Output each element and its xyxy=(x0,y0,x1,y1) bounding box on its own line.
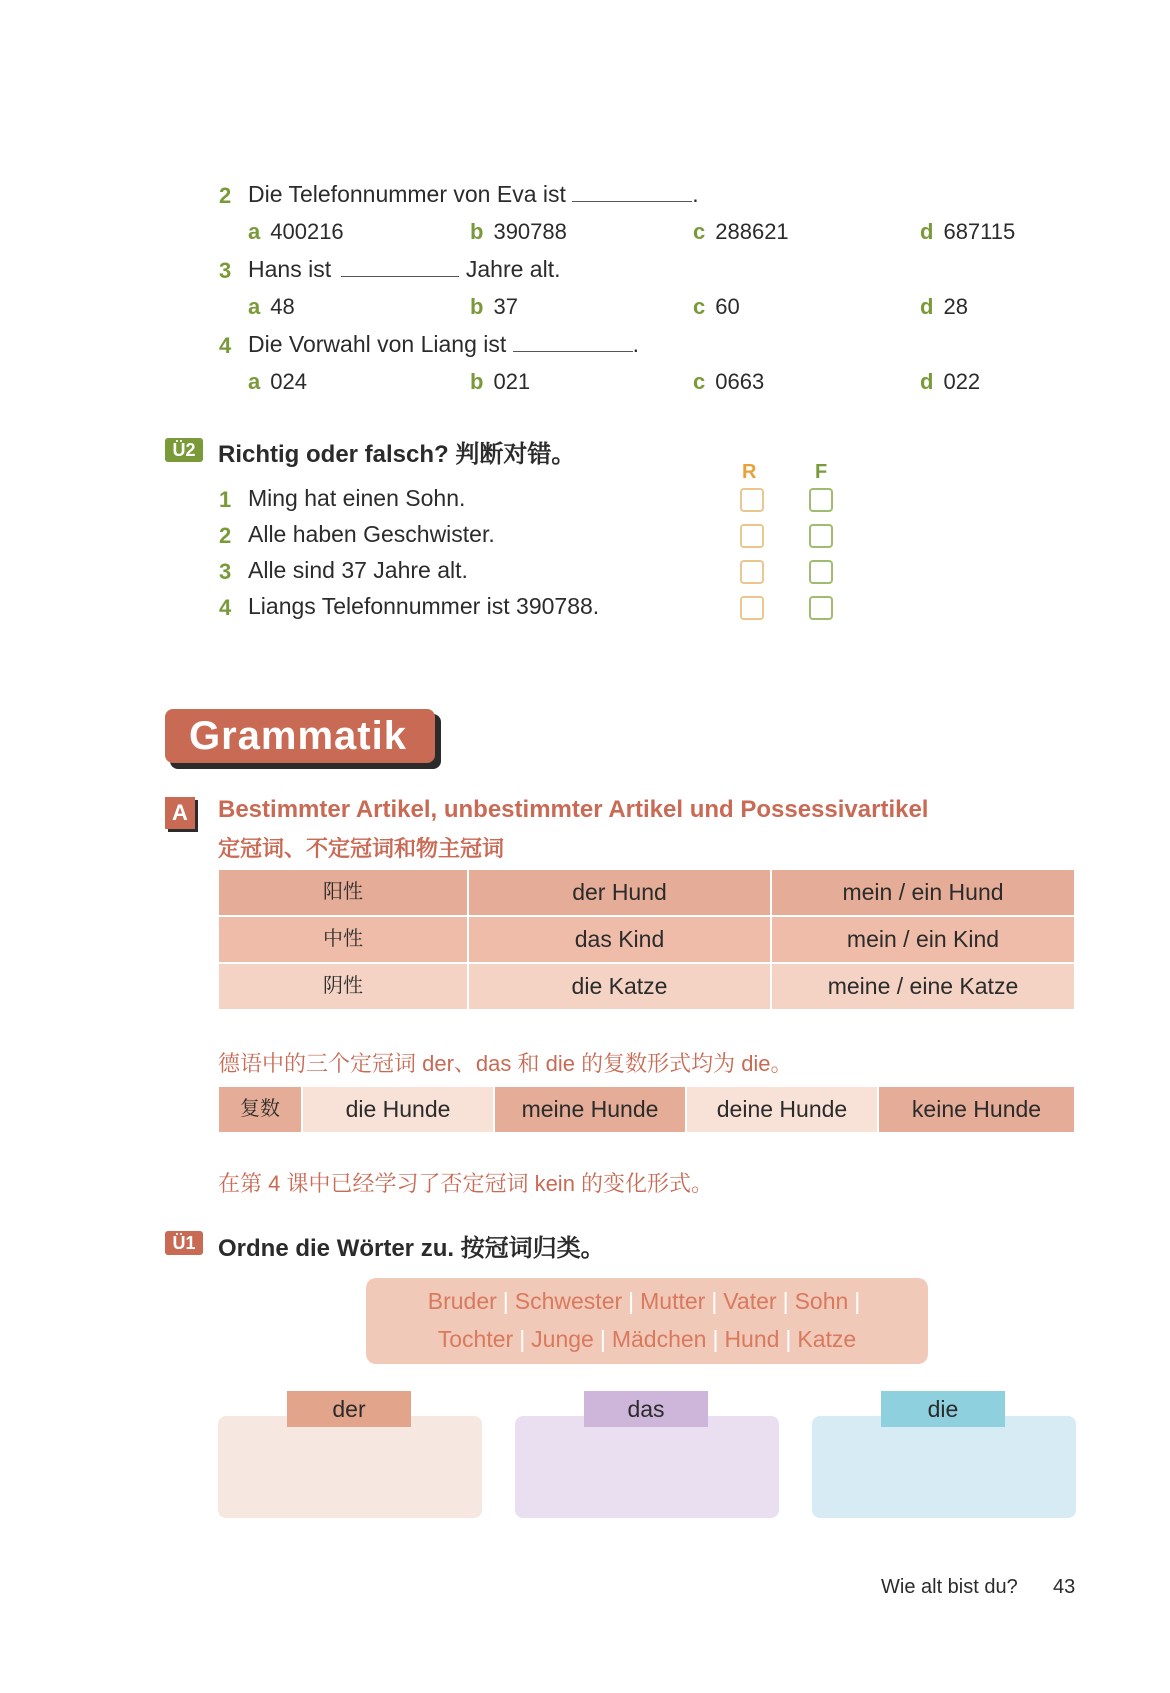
word-chip[interactable]: Mutter xyxy=(640,1288,706,1314)
question-text xyxy=(248,331,639,358)
exercise-title: Richtig oder falsch? 判断对错。 xyxy=(218,441,576,468)
option-b[interactable]: b 390788 xyxy=(470,219,567,244)
statement-text: Alle haben Geschwister. xyxy=(248,521,495,547)
plural-note: 德语中的三个定冠词 der、das 和 die 的复数形式均为 die。 xyxy=(218,1051,793,1076)
chapter-title: Wie alt bist du? xyxy=(881,1576,1018,1598)
word-row: Tochter | Junge | Mädchen | Hund | Katze xyxy=(437,1326,857,1352)
word-bank xyxy=(366,1278,928,1364)
exercise-tag: Ü2 xyxy=(165,438,203,462)
option-a[interactable]: a 024 xyxy=(248,369,307,394)
question-number: 2 xyxy=(219,183,232,208)
falsch-checkbox[interactable] xyxy=(809,488,833,512)
option-d[interactable]: d 687115 xyxy=(920,219,1016,244)
option-d[interactable]: d 28 xyxy=(920,294,968,319)
definite-cell: der Hund xyxy=(469,870,770,915)
word-chip[interactable]: Tochter xyxy=(437,1326,514,1352)
statement-text: Liangs Telefonnummer ist 390788. xyxy=(248,593,600,619)
item-number: 1 xyxy=(219,487,232,512)
grammatik-banner: Grammatik xyxy=(165,709,435,763)
answer-blank[interactable] xyxy=(341,258,459,277)
kein-note: 在第 4 课中已经学习了否定冠词 kein 的变化形式。 xyxy=(218,1171,714,1196)
plural-label-cell: 复数 xyxy=(219,1087,301,1132)
die-label: die xyxy=(881,1391,1005,1427)
question-post: . xyxy=(692,181,699,207)
option-d[interactable]: d 022 xyxy=(920,369,981,394)
page-number: 43 xyxy=(1053,1576,1076,1598)
section-title-zh: 定冠词、不定冠词和物主冠词 xyxy=(218,836,505,861)
question-text xyxy=(248,181,699,208)
falsch-checkbox[interactable] xyxy=(809,560,833,584)
definite-cell: die Katze xyxy=(469,964,770,1009)
word-chip[interactable]: Bruder xyxy=(427,1288,497,1314)
option-c[interactable]: c 0663 xyxy=(693,369,765,394)
item-number: 3 xyxy=(219,559,232,584)
der-label: der xyxy=(287,1391,411,1427)
answer-blank[interactable] xyxy=(572,183,692,202)
gender-cell: 阴性 xyxy=(219,964,467,1009)
richtig-checkbox[interactable] xyxy=(740,524,764,548)
plural-cell: keine Hunde xyxy=(879,1087,1074,1132)
richtig-checkbox[interactable] xyxy=(740,596,764,620)
falsch-label: F xyxy=(815,461,828,483)
word-chip[interactable]: Schwester xyxy=(514,1288,623,1314)
option-a[interactable]: a 400216 xyxy=(248,219,344,244)
word-chip[interactable]: Sohn xyxy=(794,1288,849,1314)
das-drop-zone[interactable] xyxy=(515,1416,779,1518)
option-b[interactable]: b 021 xyxy=(470,369,531,394)
die-drop-zone[interactable] xyxy=(812,1416,1076,1518)
richtig-label: R xyxy=(742,461,757,483)
gender-cell: 阳性 xyxy=(219,870,467,915)
possessive-cell: mein / ein Kind xyxy=(772,917,1074,962)
richtig-checkbox[interactable] xyxy=(740,560,764,584)
item-number: 4 xyxy=(219,595,232,620)
option-b[interactable]: b 37 xyxy=(470,294,518,319)
richtig-checkbox[interactable] xyxy=(740,488,764,512)
word-chip[interactable]: Junge xyxy=(531,1326,594,1352)
option-a[interactable]: a 48 xyxy=(248,294,295,319)
plural-cell: meine Hunde xyxy=(495,1087,685,1132)
possessive-cell: meine / eine Katze xyxy=(772,964,1074,1009)
question-text xyxy=(248,256,560,283)
possessive-cell: mein / ein Hund xyxy=(772,870,1074,915)
word-chip[interactable]: Hund xyxy=(724,1326,780,1352)
answer-blank[interactable] xyxy=(513,333,633,352)
question-pre: Die Vorwahl von Liang ist xyxy=(248,331,507,357)
falsch-checkbox[interactable] xyxy=(809,596,833,620)
question-number: 3 xyxy=(219,258,232,283)
exercise-title: Ordne die Wörter zu. 按冠词归类。 xyxy=(218,1235,605,1262)
gender-cell: 中性 xyxy=(219,917,467,962)
question-pre: Die Telefonnummer von Eva ist xyxy=(248,181,566,207)
falsch-checkbox[interactable] xyxy=(809,524,833,548)
plural-cell: deine Hunde xyxy=(687,1087,877,1132)
item-number: 2 xyxy=(219,523,232,548)
question-post: Jahre alt. xyxy=(465,256,561,282)
word-chip[interactable]: Katze xyxy=(797,1326,857,1352)
option-c[interactable]: c 60 xyxy=(693,294,740,319)
statement-text: Ming hat einen Sohn. xyxy=(248,485,466,511)
word-row: Bruder | Schwester | Mutter | Vater | Sohn | xyxy=(427,1288,861,1314)
statement-text: Alle sind 37 Jahre alt. xyxy=(248,557,468,583)
der-drop-zone[interactable] xyxy=(218,1416,482,1518)
question-pre: Hans ist xyxy=(248,256,332,282)
section-title-de: Bestimmter Artikel, unbestimmter Artikel und Possessivartikel xyxy=(218,796,929,823)
section-letter: A xyxy=(165,797,195,829)
plural-cell: die Hunde xyxy=(303,1087,493,1132)
question-number: 4 xyxy=(219,333,232,358)
exercise-tag: Ü1 xyxy=(165,1231,203,1255)
question-post: . xyxy=(632,331,640,357)
word-chip[interactable]: Vater xyxy=(723,1288,777,1314)
das-label: das xyxy=(584,1391,708,1427)
word-chip[interactable]: Mädchen xyxy=(611,1326,707,1352)
definite-cell: das Kind xyxy=(469,917,770,962)
option-c[interactable]: c 288621 xyxy=(693,219,789,244)
